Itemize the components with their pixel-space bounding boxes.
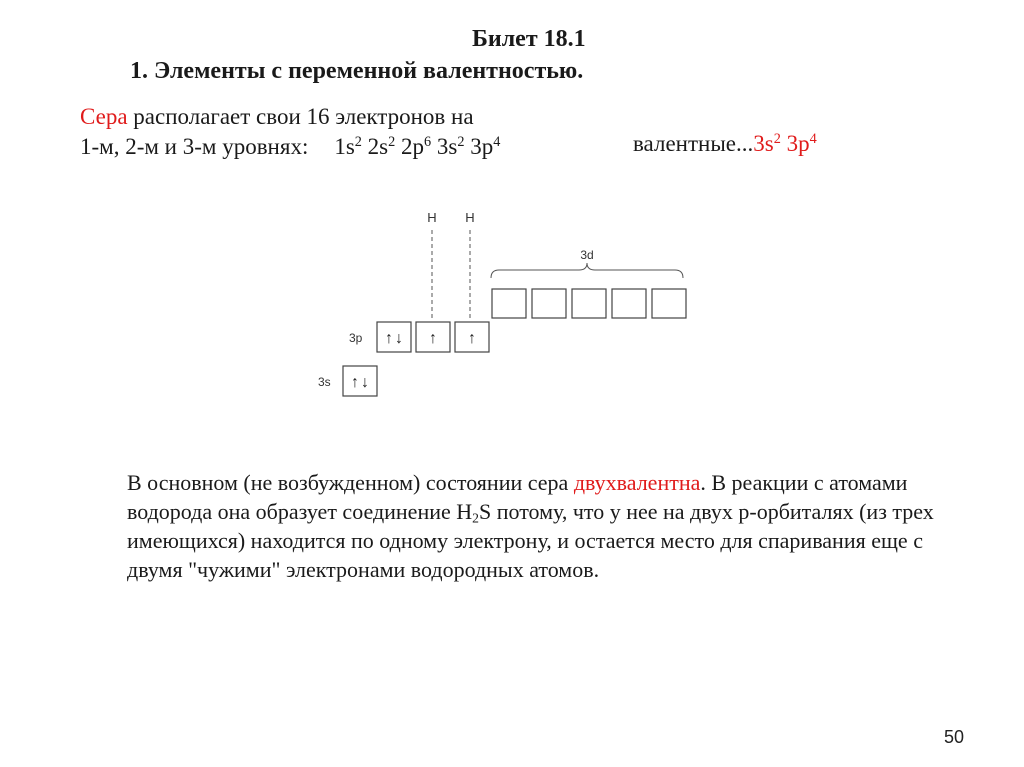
highlight-divalent: двухвалентна (573, 470, 701, 495)
paragraph-part: . В реакции с атомами водорода она образует соединение H (127, 470, 908, 524)
orbital-3d-box (532, 289, 566, 318)
paragraph-part: S потому, что у нее на двух р-орбиталях (из трех имеющихся) находится по одному электрону, и остается место для спаривания еще с двумя "чужими" электронами водородных атомов. (127, 499, 934, 582)
hydrogen-label-2: H (465, 210, 475, 225)
orbital-3s-box (343, 366, 377, 396)
config-term: $2p^6$ (401, 134, 432, 159)
valence-terms: $3s^2$ $3p^4$ (753, 131, 817, 156)
subscript-two: 2 (472, 510, 479, 526)
valence-label: валентные... (633, 131, 754, 156)
orbital-3d-cells (492, 289, 686, 318)
intro-line-1-rest: располагает свои 16 электронов на (127, 104, 474, 129)
electron-down-arrow: ↓ (395, 330, 403, 347)
page-number: 50 (944, 727, 965, 747)
orbital-3d-box (652, 289, 686, 318)
orbital-3s-label: 3s (318, 375, 331, 389)
orbital-3d-box (492, 289, 526, 318)
orbital-3d-brace (491, 263, 683, 278)
orbital-3p-label: 3p (349, 331, 363, 345)
electron-down-arrow: ↓ (361, 374, 369, 391)
orbital-3d-label: 3d (580, 248, 594, 262)
electron-up-arrow: ↑ (351, 374, 359, 391)
hydrogen-label-1: H (427, 210, 437, 225)
electron-up-arrow: ↑ (429, 330, 437, 347)
config-term: $3p^4$ (470, 134, 501, 159)
slide-heading: 1. Элементы с переменной валентностью. (130, 58, 584, 84)
paragraph-part: В основном (не возбужденном) состоянии сера (127, 470, 574, 495)
electron-up-arrow: ↑ (468, 330, 476, 347)
config-term: $1s^2$ (334, 134, 362, 159)
electron-up-arrow: ↑ (385, 330, 393, 347)
ticket-title: Билет 18.1 (472, 26, 586, 52)
orbital-3d-box (612, 289, 646, 318)
explanation-paragraph (127, 468, 947, 584)
config-term: $3s^2$ (436, 134, 465, 159)
orbital-3p-box (377, 322, 411, 352)
orbital-3p-cells (377, 322, 489, 352)
config-term: $2s^2$ (367, 134, 396, 159)
orbital-3s-cells (343, 366, 377, 396)
intro-line-2-prefix: 1-м, 2-м и 3-м уровнях: (80, 134, 309, 159)
orbital-3d-box (572, 289, 606, 318)
element-name: Сера (80, 104, 128, 129)
